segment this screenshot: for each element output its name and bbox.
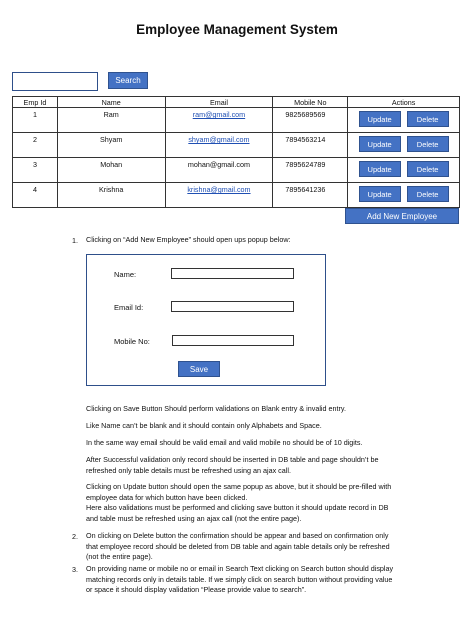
update-button[interactable]: Update bbox=[359, 111, 401, 127]
list-number: 1. bbox=[72, 236, 78, 245]
name-label: Name: bbox=[114, 270, 137, 279]
employee-table bbox=[12, 96, 460, 208]
delete-button[interactable]: Delete bbox=[407, 161, 449, 177]
page-title: Employee Management System bbox=[136, 22, 338, 37]
cell-name: Mohan bbox=[57, 158, 165, 183]
list-item-text: On clicking on Delete button the confirmation should be appear and based on confirmation only that employee record should be deleted from DB table and again table details only be refreshed (not the entire page). bbox=[86, 531, 390, 561]
update-button[interactable]: Update bbox=[359, 186, 401, 202]
cell-emp-id: 4 bbox=[13, 183, 58, 208]
list-number: 2. bbox=[72, 532, 78, 541]
search-button[interactable]: Search bbox=[108, 72, 148, 89]
paragraph: In the same way email should be valid email and valid mobile no should be of 10 digits. bbox=[86, 438, 363, 447]
name-field[interactable] bbox=[171, 268, 294, 279]
table-row bbox=[13, 183, 460, 208]
list-item-text: Clicking on “Add New Employee” should open ups popup below: bbox=[86, 235, 291, 244]
cell-emp-id: 2 bbox=[13, 133, 58, 158]
cell-actions bbox=[348, 183, 460, 208]
add-new-employee-button[interactable]: Add New Employee bbox=[345, 208, 459, 224]
paragraph: Clicking on Save Button Should perform validations on Blank entry & invalid entry. bbox=[86, 404, 346, 413]
cell-actions bbox=[348, 108, 460, 133]
save-button[interactable]: Save bbox=[178, 361, 220, 377]
update-button[interactable]: Update bbox=[359, 161, 401, 177]
cell-emp-id: 1 bbox=[13, 108, 58, 133]
email-link[interactable]: krishna@gmail.com bbox=[187, 185, 251, 194]
cell-name: Krishna bbox=[57, 183, 165, 208]
email-link[interactable]: shyam@gmail.com bbox=[188, 135, 250, 144]
mobile-field[interactable] bbox=[172, 335, 294, 346]
cell-email bbox=[165, 133, 273, 158]
email-link[interactable]: ram@gmail.com bbox=[192, 110, 246, 119]
col-header-actions: Actions bbox=[348, 97, 460, 108]
paragraph: After Successful validation only record should be inserted in DB table and page shouldn’t be refreshed only table details must be refreshed using an ajax call. bbox=[86, 455, 379, 475]
cell-mobile: 7895624789 bbox=[273, 158, 348, 183]
update-button[interactable]: Update bbox=[359, 136, 401, 152]
cell-email bbox=[165, 108, 273, 133]
cell-mobile: 9825689569 bbox=[273, 108, 348, 133]
col-header-emp-id: Emp Id bbox=[13, 97, 58, 108]
cell-actions bbox=[348, 158, 460, 183]
cell-actions bbox=[348, 133, 460, 158]
col-header-name: Name bbox=[57, 97, 165, 108]
list-item-text: On providing name or mobile no or email in Search Text clicking on Search button should display matching records only in details table. If we simply click on search button without providing value or space it should display validation “Please provide value to search”. bbox=[86, 564, 394, 594]
delete-button[interactable]: Delete bbox=[407, 186, 449, 202]
cell-emp-id: 3 bbox=[13, 158, 58, 183]
cell-name: Shyam bbox=[57, 133, 165, 158]
paragraph: Clicking on Update button should open the same popup as above, but it should be pre-filled with employee data for which button have been clicked. bbox=[86, 482, 392, 502]
delete-button[interactable]: Delete bbox=[407, 111, 449, 127]
mobile-label: Mobile No: bbox=[114, 337, 150, 346]
cell-email: mohan@gmail.com bbox=[165, 158, 273, 183]
table-header-row bbox=[13, 97, 460, 108]
cell-name: Ram bbox=[57, 108, 165, 133]
table-row bbox=[13, 158, 460, 183]
table-row bbox=[13, 133, 460, 158]
email-label: Email Id: bbox=[114, 303, 144, 312]
email-field[interactable] bbox=[171, 301, 294, 312]
table-row bbox=[13, 108, 460, 133]
col-header-mobile: Mobile No bbox=[273, 97, 348, 108]
paragraph: Like Name can’t be blank and it should contain only Alphabets and Space. bbox=[86, 421, 322, 430]
list-number: 3. bbox=[72, 565, 78, 574]
search-input[interactable] bbox=[12, 72, 98, 91]
delete-button[interactable]: Delete bbox=[407, 136, 449, 152]
cell-mobile: 7895641236 bbox=[273, 183, 348, 208]
cell-mobile: 7894563214 bbox=[273, 133, 348, 158]
paragraph: Here also validations must be performed and clicking save button it should update record in DB and table must be refreshed using an ajax call (not the entire page). bbox=[86, 503, 389, 523]
col-header-email: Email bbox=[165, 97, 273, 108]
cell-email bbox=[165, 183, 273, 208]
